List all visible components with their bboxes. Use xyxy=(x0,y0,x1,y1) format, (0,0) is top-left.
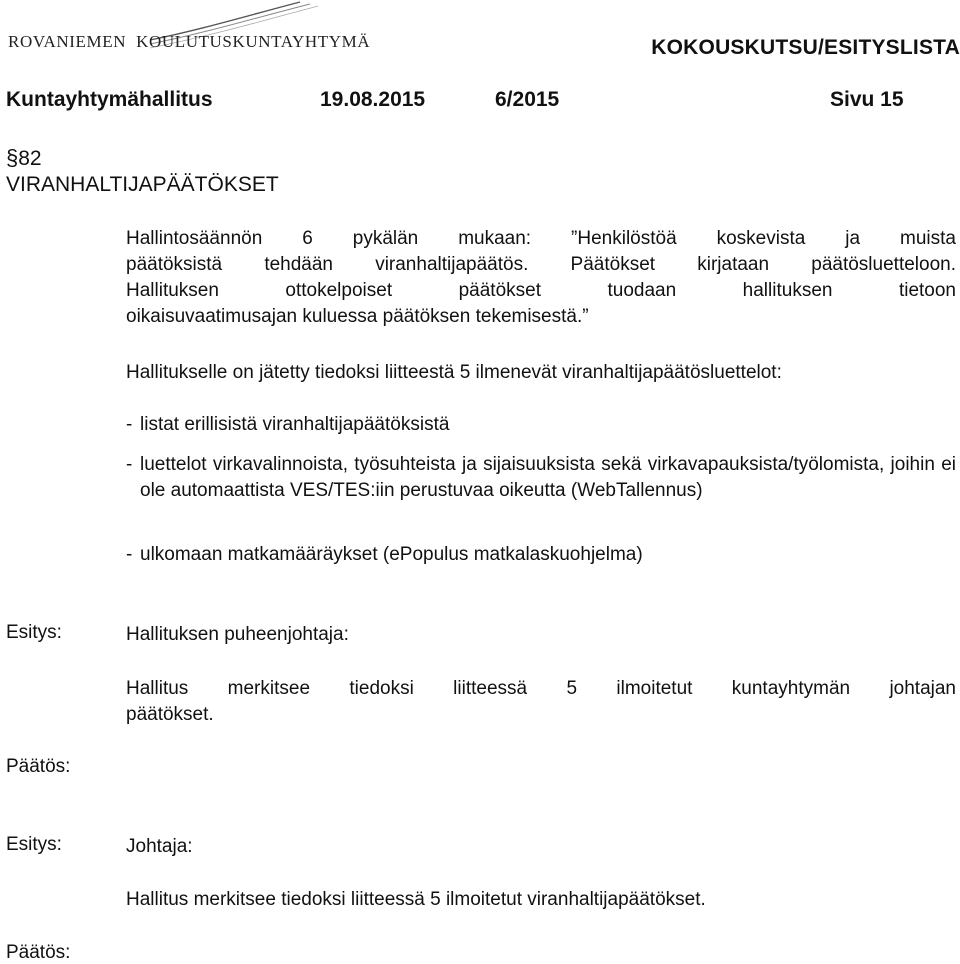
section-heading xyxy=(6,145,279,198)
section-title: VIRANHALTIJAPÄÄTÖKSET xyxy=(6,173,279,196)
intro-line-3: Hallituksen ottokelpoiset päätökset tuodaan hallituksen tietoon xyxy=(126,280,956,301)
decision-label: Päätös: xyxy=(6,756,71,777)
proposal-text-line-2: päätökset. xyxy=(126,704,214,725)
proposal-label: Esitys: xyxy=(6,834,62,855)
proposal-presenter: Johtaja: xyxy=(126,836,193,857)
logo-wordmark xyxy=(8,32,370,52)
intro-line-2: päätöksistä tehdään viranhaltijapäätös. Päätökset kirjataan päätösluetteloon. xyxy=(126,254,956,275)
list-dash: - xyxy=(126,454,133,475)
organization-logo xyxy=(0,0,371,58)
list-item-text: listat erillisistä viranhaltijapäätöksistä xyxy=(140,414,450,435)
section-number: 82 xyxy=(18,147,42,170)
page-number: Sivu 15 xyxy=(830,88,904,111)
proposal-label: Esitys: xyxy=(6,622,62,643)
intro-line-4: oikaisuvaatimusajan kuluessa päätöksen tekemisestä.” xyxy=(126,306,589,327)
proposal-text: Hallitus merkitsee tiedoksi liitteessä 5 ilmoitetut viranhaltijapäätökset. xyxy=(126,889,706,910)
meeting-date: 19.08.2015 xyxy=(320,88,426,111)
decision-label: Päätös: xyxy=(6,942,71,963)
notice-paragraph: Hallitukselle on jätetty tiedoksi liitteestä 5 ilmenevät viranhaltijapäätösluettelot: xyxy=(126,362,782,383)
list-item-text: ulkomaan matkamääräykset (ePopulus matkalaskuohjelma) xyxy=(140,544,643,565)
list-dash: - xyxy=(126,414,133,435)
logo-word-left: ROVANIEMEN xyxy=(8,32,127,51)
list-dash: - xyxy=(126,544,133,565)
list-item-text: luettelot virkavalinnoista, työsuhteista ja sijaisuuksista sekä virkavapauksista/työlomista, joihin ei ole automaattista VES/TES:iin perustuvaa oikeutta (WebTallennus) xyxy=(140,454,956,501)
organ-name: Kuntayhtymähallitus xyxy=(6,88,213,111)
proposal-presenter: Hallituksen puheenjohtaja: xyxy=(126,624,349,645)
list-item xyxy=(126,542,956,568)
logo-word-right: KOULUTUSKUNTAYHTYMÄ xyxy=(136,32,371,51)
list-item xyxy=(126,452,956,504)
intro-line-1: Hallintosäännön 6 pykälän mukaan: ”Henkilöstöä koskevista ja muista xyxy=(126,228,956,249)
section-sign: § xyxy=(6,145,19,170)
proposal-text-line-1: Hallitus merkitsee tiedoksi liitteessä 5 ilmoitetut kuntayhtymän johtajan xyxy=(126,678,956,699)
meeting-number: 6/2015 xyxy=(495,88,560,111)
list-item xyxy=(126,412,956,438)
document-type: KOKOUSKUTSU/ESITYSLISTA xyxy=(651,36,960,59)
